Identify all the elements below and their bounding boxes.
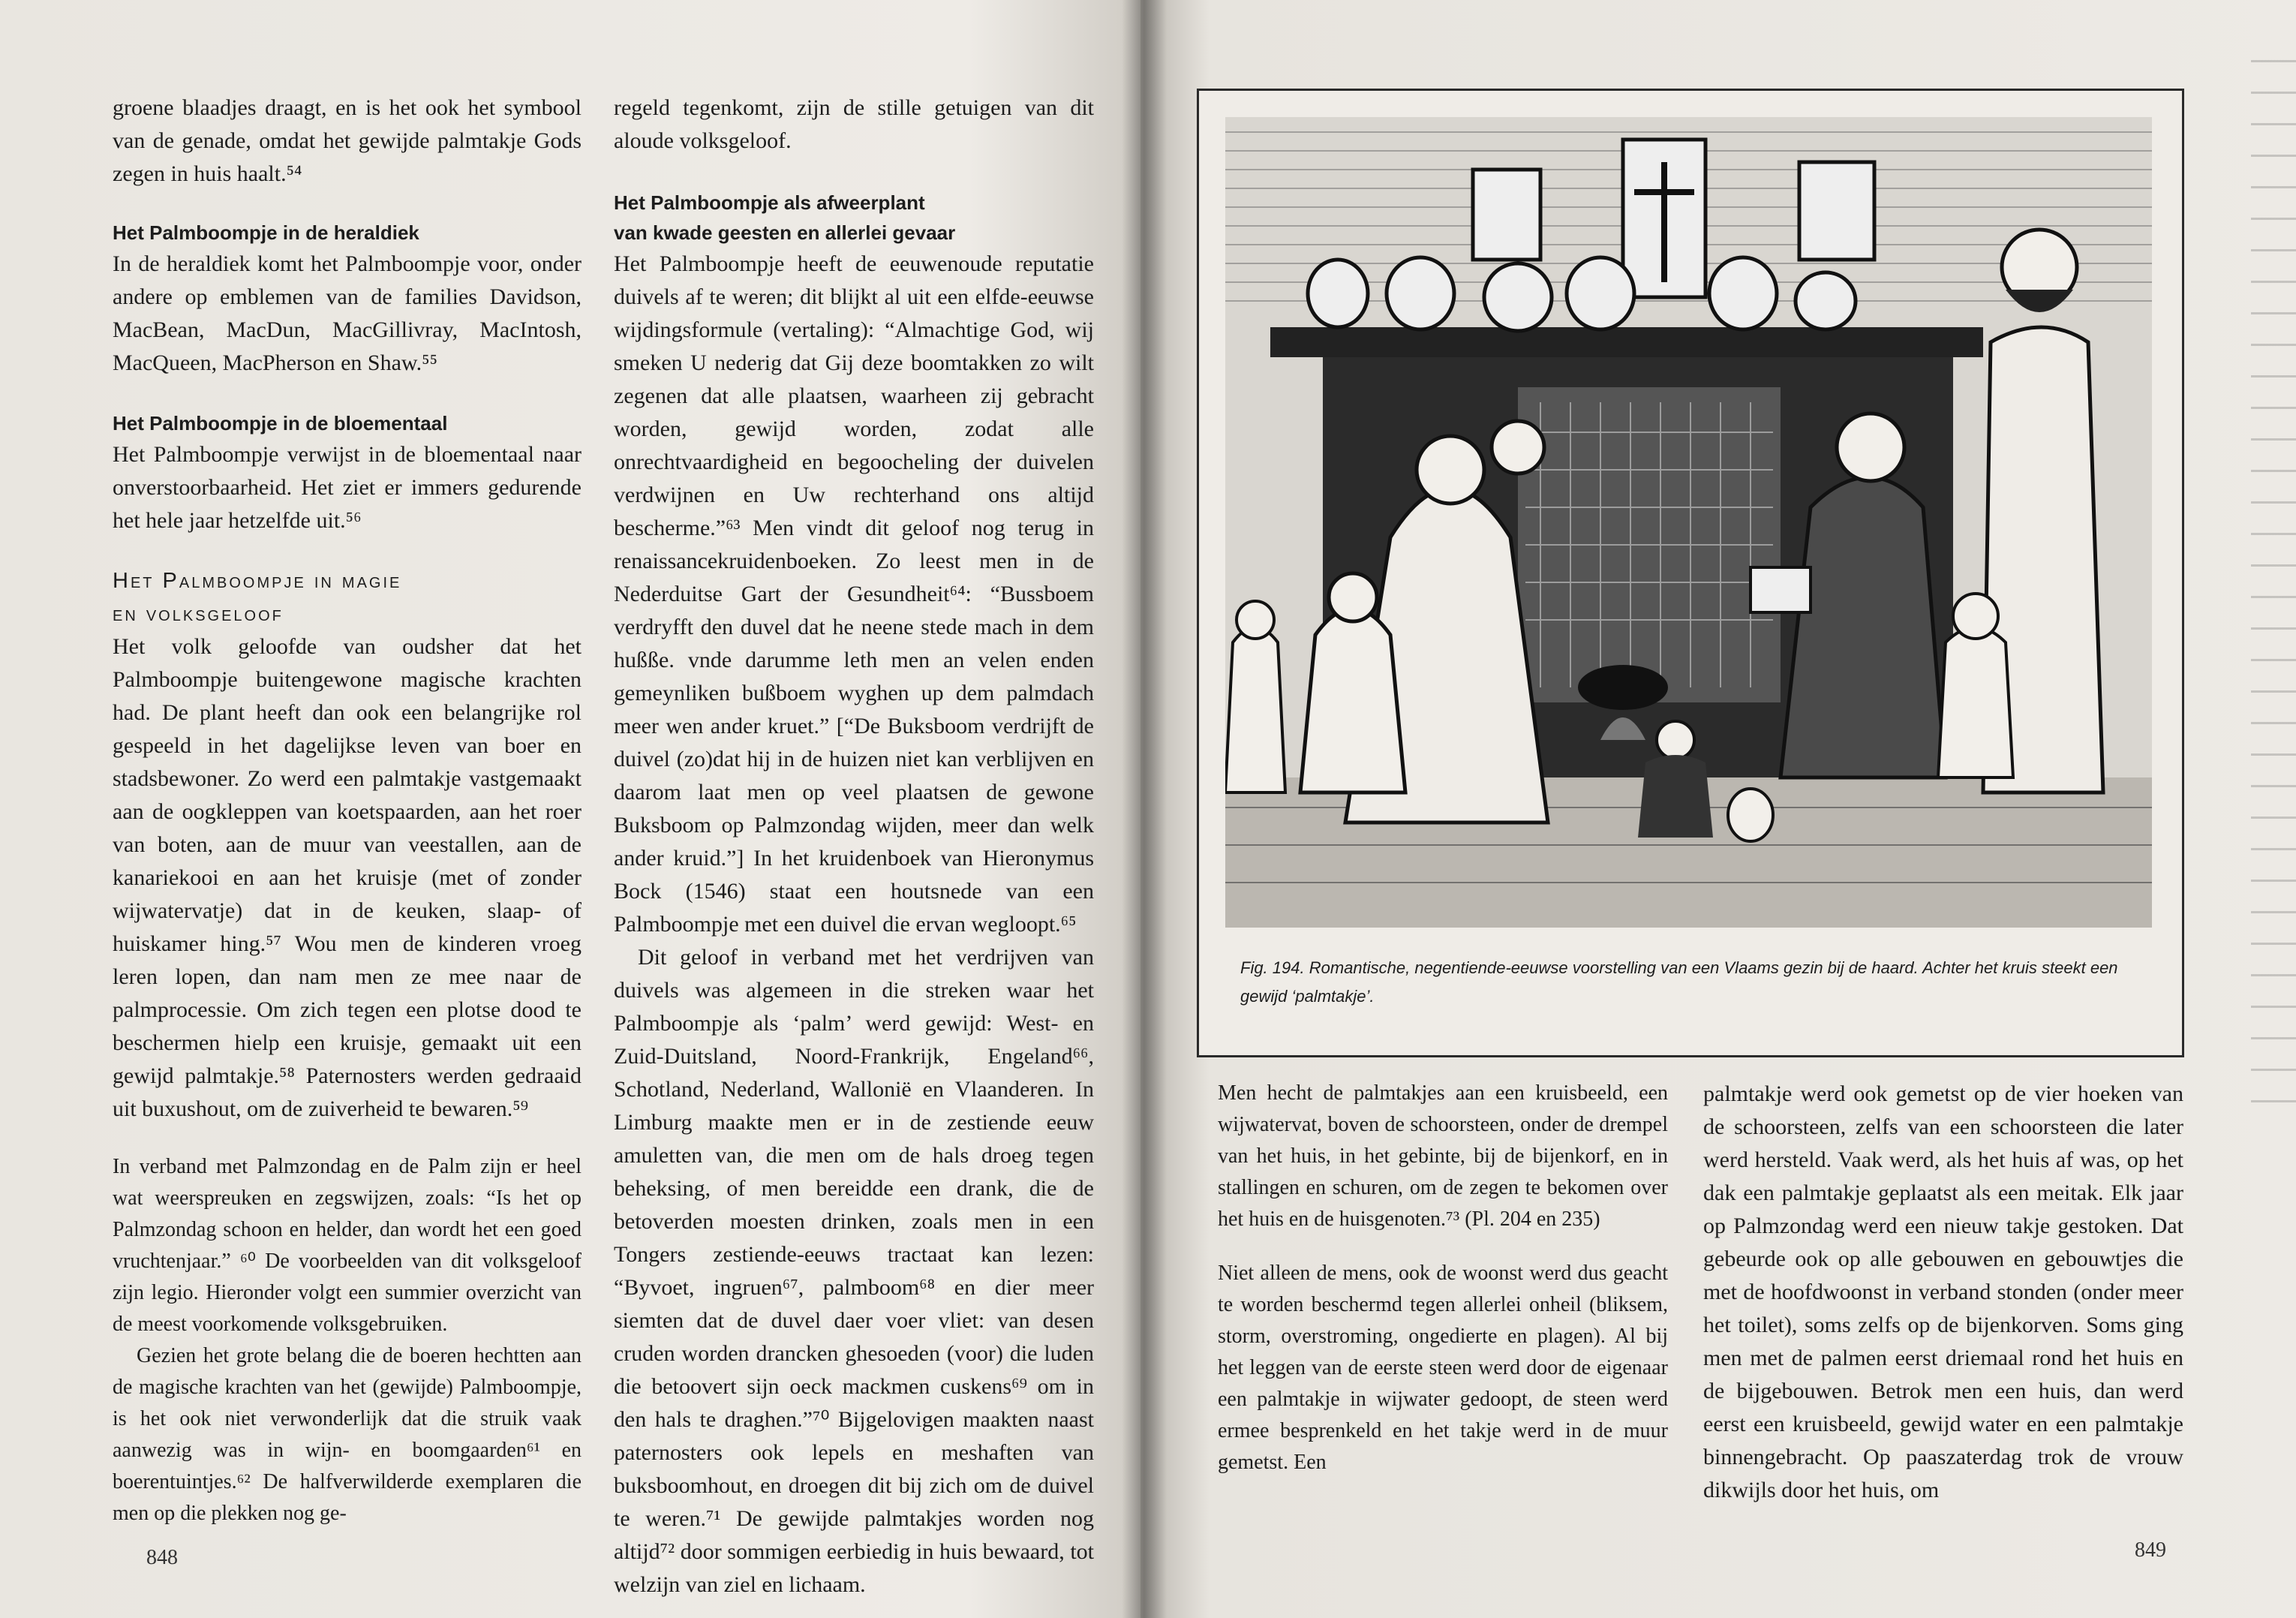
paragraph-intro: groene blaadjes draagt, en is het ook het symbool van de genade, omdat het gewijde palmtakje Gods zegen in huis haalt.⁵⁴	[113, 95, 582, 186]
paragraph-boeren: Gezien het grote belang die de boeren hechtten aan de magische krachten van het (gewijde) Palmboompje, is het ook niet verwonderlijk dat die struik vaak aanwezig was in wijn- en boomgaarden⁶¹ en boerentuintjes.⁶² De halfverwilderde exemplaren die men op die plekken nog ge-	[113, 1344, 582, 1525]
paragraph-afweer: Het Palmboompje heeft de eeuwenoude reputatie duivels af te weren; dit blijkt al uit een elfde-eeuwse wijdingsformule (vertaling): “Almachtige God, wij smeken U nederig dat Gij deze boomtakken zo wilt zegenen dat alle plaatsen, waarheen zij gebracht worden, gewijd worden, zodat alle onrechtvaardigheid en begoocheling der duivelen verdwijnen en Uw rechterhand ons altijd bescherme.”⁶³ Men vindt dit geloof nog terug in renaissancekruidenboeken. Zo leest men in de Nederduitse Gart der Gesundheit⁶⁴: “Bussboem verdryfft den duvel dat he neene stede mach in dem hußße. vnde darumme leth men an velen enden gemeynliken bußboem wyghen up dem palmdach meer wen ander kruet.” [“De Buksboom verdrijft de duivel (zo)dat hij in de huizen niet kan verblijven en daarom laat men op veel plaatsen de gewone Buksboom op Palmzondag wijden, meer dan welk ander kruid.”] In het kruidenboek van Hieronymus Bock (1546) staat een houtsnede van een Palmboompje met een duivel die ervan wegloopt.⁶⁵	[614, 251, 1094, 937]
book-gutter	[1122, 0, 1167, 1618]
paragraph-col2-intro: regeld tegenkomt, zijn de stille getuigen van dit aloude volksgeloof.	[614, 95, 1094, 153]
figure-caption: Fig. 194. Romantische, negentiende-eeuwse voorstelling van een Vlaams gezin bij de haard. Achter het kruis steekt een gewijd ‘palmtakje’.	[1240, 958, 2118, 1006]
next-page-edge	[2251, 60, 2296, 1111]
heading-afweer-line1: Het Palmboompje als afweerplant	[614, 191, 925, 214]
book	[1751, 567, 1811, 612]
figure-194	[1197, 89, 2184, 1057]
framed-picture-right	[1799, 162, 1874, 260]
left-column-1	[113, 92, 582, 1529]
left-column-2	[614, 92, 1094, 1601]
heading-afweer-line2: van kwade geesten en allerlei gevaar	[614, 221, 956, 244]
framed-picture-left	[1473, 170, 1540, 260]
heading-heraldiek: Het Palmboompje in de heraldiek	[113, 221, 419, 244]
baby-figure	[1492, 421, 1544, 474]
paragraph-spreuken: In verband met Palmzondag en de Palm zijn er heel wat weerspreuken en zegswijzen, zoals: “Is het op Palmzondag schoon en helder, dan wordt het een goed vruchtenjaar.” ⁶⁰ De voorbeelden van dit volksgeloof zijn legio. Hieronder volgt een summier overzicht van de meest voorkomende volksgebruiken.	[113, 1155, 582, 1336]
right-column-2	[1703, 1078, 2183, 1507]
page-number-left: 848	[146, 1546, 178, 1569]
paragraph-verdrijven: Dit geloof in verband met het verdrijven van duivels was algemeen in die streken waar het Palmboompje als ‘palm’ werd gewijd: West- en Zuid-Duitsland, Noord-Frankrijk, Engeland⁶⁶, Schotland, Nederland, Wallonië en Vlaanderen. In Limburg maakte men er in de zestiende eeuw amuletten van, die men om de hals droeg tegen beheksing, of men bereidde een drank, die de betoverden moesten drinken, zoals men in een Tongers zestiende-eeuws tractaat kan lezen: “Byvoet, ingruen⁶⁷, palmboom⁶⁸ en dier meer siemten dat de duvel daer voer vliet: van desen cruden worden drancken ghesoeden (voor) die luden die betoovert sijn oeck mackmen cuskens⁶⁹ om in den hals te draghen.”⁷⁰ Bijgelovigen maakten naast paternosters ook lepels en meshaften van buksboomhout, en droegen dit bij zich om de duivel te weren.⁷¹ De gewijde palmtakjes worden nog altijd⁷² door sommigen eerbiedig in huis bewaard, tot welzijn van ziel en lichaam.	[614, 945, 1094, 1597]
paragraph-bloementaal: Het Palmboompje verwijst in de bloementaal naar onverstoorbaarheid. Het ziet er immers gedurende het hele jaar hetzelfde uit.⁵⁶	[113, 442, 582, 533]
right-column-1	[1218, 1078, 1668, 1478]
paragraph-magie: Het volk geloofde van oudsher dat het Palmboompje buitengewone magische krachten had. De plant heeft dan ook een belangrijke rol gespeeld in het dagelijkse leven van boer en stadsbewoner. Zo werd een palmtakje vastgemaakt aan de oogkleppen van koetspaarden, aan het roer van boten, aan de muur van veestallen, aan de kanariekooi en aan het kruisje (met of zonder wijwatervatje) dat in de keuken, slaap- of huiskamer hing.⁵⁷ Wou men de kinderen vroeg leren lopen, dan nam men ze mee naar de palmprocessie. Om zich tegen een plotse dood te beschermen hielp een kruisje, gemaakt uit een gewijd palmtakje.⁵⁸ Paternosters werden gedraaid uit buxushout, om de zuiverheid te bewaren.⁵⁹	[113, 634, 582, 1121]
heading-magie-line1: Het Palmboompje in magie	[113, 569, 402, 593]
page-number-right: 849	[2135, 1538, 2166, 1562]
girl-figure	[1300, 609, 1405, 792]
hearth-family-illustration	[1225, 117, 2152, 928]
paragraph-heraldiek: In de heraldiek komt het Palmboompje voor, onder andere op emblemen van de families Davidson, MacBean, MacDun, MacGillivray, MacIntosh, MacQueen, MacPherson en Shaw.⁵⁵	[113, 251, 582, 375]
left-page	[0, 0, 1140, 1618]
paragraph-palmtakjes: Men hecht de palmtakjes aan een kruisbeeld, een wijwatervat, boven de schoorsteen, onder de drempel van het huis, in het gebinte, bij de bijenkorf, en in stallingen en schuren, om de zegen te bekomen over het huis en de huisgenoten.⁷³ (Pl. 204 en 235)	[1218, 1081, 1668, 1231]
heading-bloementaal: Het Palmboompje in de bloementaal	[113, 412, 448, 435]
heading-magie	[113, 564, 582, 630]
cat	[1728, 789, 1773, 841]
heading-magie-line2: en volksgeloof	[113, 602, 284, 626]
paragraph-woonst: Niet alleen de mens, ook de woonst werd dus geacht te worden beschermd tegen allerlei onheil (bliksem, storm, overstroming, ongedierte en plagen). Al bij het leggen van de eerste steen werd door de eigenaar een palmtakje in wijwater gedoopt, de steen werd ermee besprenkeld en het takje werd in de muur gemetst. Een	[1218, 1262, 1668, 1474]
paragraph-schoorsteen: palmtakje werd ook gemetst op de vier hoeken van de schoorsteen, zelfs van een schoorsteen die later werd hersteld. Vaak werd, als het huis af was, op het dak een palmtakje geplaatst als een meitak. Elk jaar op Palmzondag werd een nieuw takje gestoken. Dat gebeurde ook op alle gebouwen en gebouwtjes die met de hoofdwoonst in verband stonden (onder meer het toilet), soms zelfs op de bijenkorven. Soms ging men met de palmen eerst driemaal rond het huis en de bijgebouwen. Betrok men een huis, dan werd eerst een kruisbeeld, gewijd water en een palmtakje binnengebracht. Op paaszaterdag trok de vrouw dikwijls door het huis, om	[1703, 1081, 2183, 1502]
